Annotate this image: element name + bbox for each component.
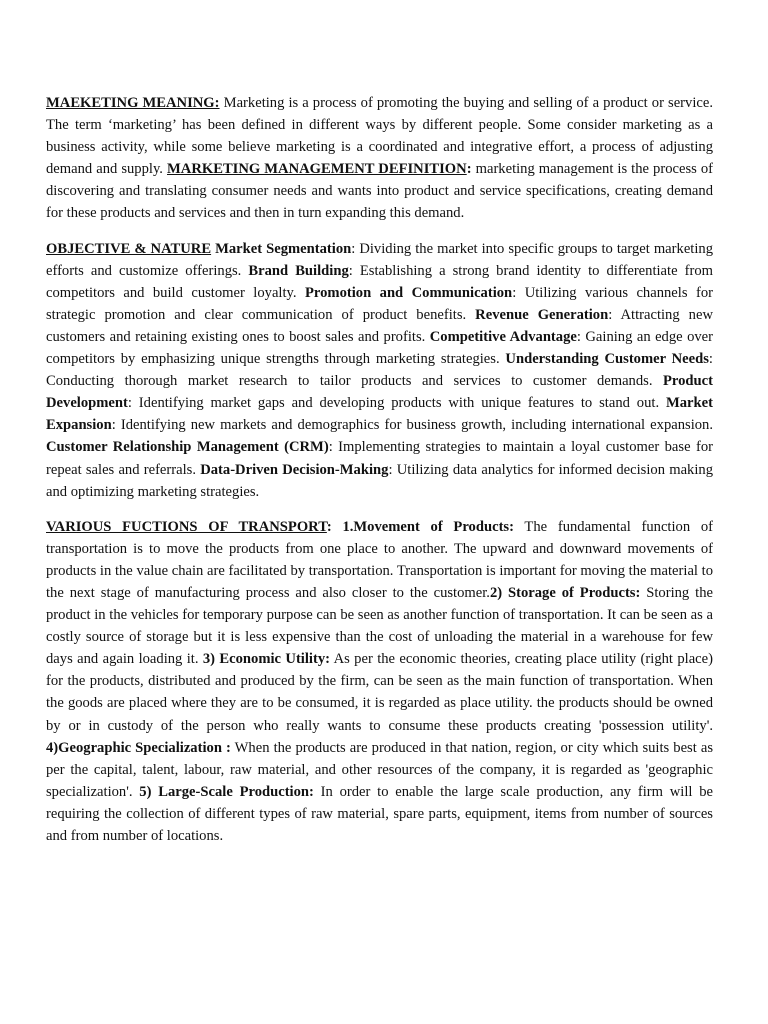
transport-desc: The fundamental function of transportation is to move the products from one place to another. The upward and downward movements of products in the value chain are facilitated by transportation. Transportation is important for moving the material to the next stage of manufacturing process and also closer to the customer.	[46, 518, 713, 601]
transport-term: 1.Movement of Products:	[342, 518, 514, 535]
document-page	[46, 92, 713, 860]
marketing-meaning-paragraph	[46, 92, 713, 225]
objective-desc: : Identifying market gaps and developing products with unique features to stand out.	[127, 395, 666, 412]
objective-desc: : Utilizing various channels for strategic promotion and clear communication of product benefits.	[46, 284, 713, 323]
transport-term: 2) Storage of Products:	[489, 584, 641, 601]
transport-heading: VARIOUS FUCTIONS OF TRANSPORT	[46, 518, 327, 535]
transport-term: 3) Economic Utility:	[202, 651, 330, 668]
marketing-meaning-body: Marketing is a process of promoting the buying and selling of a product or service. The term ‘marketing’ has been defined in different ways by different people. Some consider marketing as a business activity, while some believe marketing is a coordinated and integrative effort, a process of adjusting demand and supply.	[46, 95, 713, 178]
marketing-management-colon: :	[466, 161, 472, 178]
objective-desc: : Implementing strategies to maintain a loyal customer base for repeat sales and referrals.	[46, 439, 714, 478]
objective-term: Understanding Customer Needs	[505, 351, 709, 368]
objective-term: Brand Building	[248, 262, 349, 279]
objective-term: Market Expansion	[46, 395, 713, 434]
objective-term: Data-Driven Decision-Making	[200, 461, 389, 478]
transport-term: 4)Geographic Specialization :	[46, 739, 231, 756]
transport-desc: As per the economic theories, creating place utility (right place) for the products, distributed and produced by the firm, can be seen as the main function of transportation. When the goods are placed where they are to be consumed, it is regarded as place utility. the products should be owned by or in custody of the person who really wants to consume these products creating 'possession utility'.	[46, 651, 713, 734]
transport-desc: In order to enable the large scale production, any firm will be requiring the collection of different types of raw material, spare parts, equipment, items from number of sources and from number of locations.	[46, 783, 713, 844]
objective-desc: : Identifying new markets and demographics for business growth, including international expansion.	[111, 417, 713, 434]
objective-term: Product Development	[46, 373, 713, 412]
marketing-meaning-heading: MAEKETING MEANING:	[46, 95, 220, 111]
objective-nature-paragraph	[46, 238, 713, 503]
transport-desc: Storing the product in the vehicles for temporary purpose can be seen as another function of transportation. It can be seen as a costly source of storage but it is less expensive than the cost of unloading the material in a warehouse for few days and again loading it.	[46, 584, 713, 668]
objective-term: Promotion and Communication	[304, 284, 513, 301]
objective-desc: : Conducting thorough market research to tailor products and services to customer demands.	[46, 351, 713, 390]
objective-desc: : Utilizing data analytics for informed decision making and optimizing marketing strategies.	[46, 461, 713, 500]
objective-nature-heading: OBJECTIVE & NATURE	[46, 240, 212, 257]
objective-desc: : Attracting new customers and retaining existing ones to boost sales and profits.	[46, 306, 713, 345]
objective-term: Customer Relationship Management (CRM)	[46, 439, 329, 456]
transport-functions-paragraph	[46, 516, 713, 847]
objective-term: Competitive Advantage	[429, 328, 577, 345]
transport-heading-colon: :	[326, 518, 343, 535]
objective-term: Market Segmentation	[215, 240, 352, 257]
objective-desc: : Gaining an edge over competitors by emphasizing unique strengths through marketing strategies.	[46, 328, 713, 368]
transport-term: 5) Large-Scale Production:	[139, 783, 314, 800]
objective-desc: : Establishing a strong brand identity to differentiate from competitors and build customer loyalty.	[46, 262, 713, 301]
transport-desc: When the products are produced in that nation, region, or city which suits best as per the capital, talent, labour, raw material, and other resources of the company, it is regarded as 'geographic specialization'.	[46, 739, 713, 800]
objective-term: Revenue Generation	[475, 306, 609, 323]
marketing-management-body: marketing management is the process of discovering and translating consumer needs and wants into product and service specifications, creating demand for these products and services and then in turn expanding this demand.	[46, 161, 713, 222]
marketing-management-heading: MARKETING MANAGEMENT DEFINITION	[167, 161, 467, 178]
objective-desc: : Dividing the market into specific groups to target marketing efforts and customize offerings.	[46, 240, 713, 279]
